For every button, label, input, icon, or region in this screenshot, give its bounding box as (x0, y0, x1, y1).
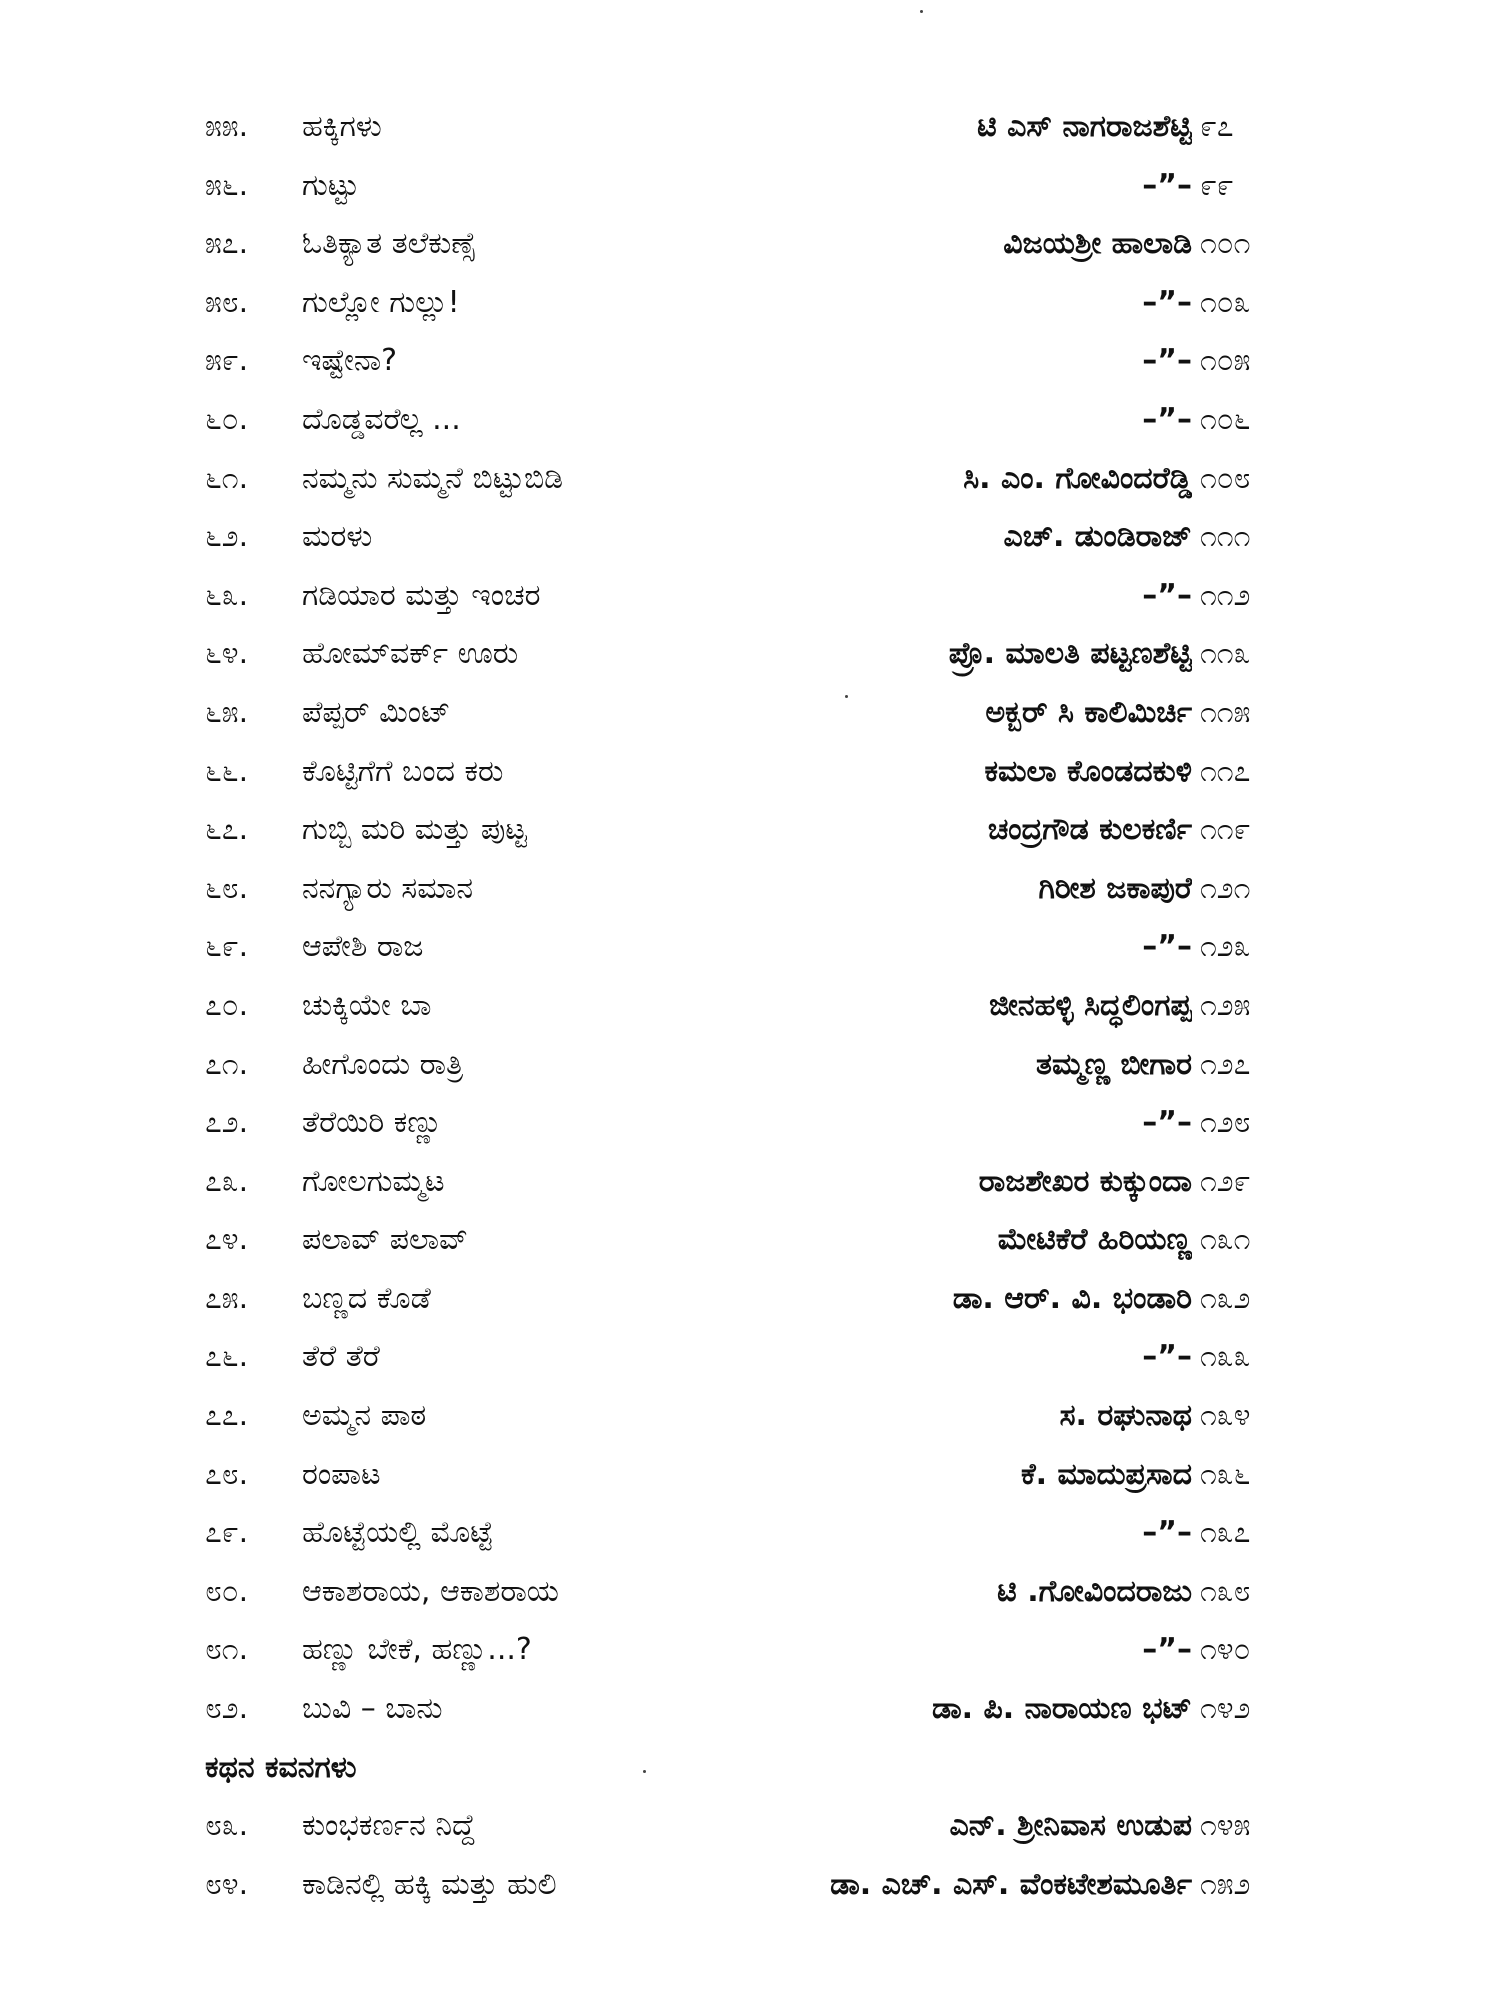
toc-entry (205, 1504, 1300, 1563)
entry-author: –”– (1142, 343, 1192, 379)
toc-entry (205, 1270, 1300, 1329)
entry-page-number: ೧೦೬ (1200, 401, 1251, 437)
entry-author: ಟಿ .ಗೋವಿಂದರಾಜು (997, 1573, 1192, 1609)
entry-title: ಓತಿಕ್ಯಾತ ತಲೆಕುಣ್ಸೆ (302, 226, 477, 262)
toc-entry (205, 215, 1300, 274)
entry-number: ೭೬. (205, 1339, 249, 1375)
entry-title: ಹಕ್ಕಿಗಳು (302, 109, 382, 144)
entry-title: ತೆರೆಯಿರಿ ಕಣ್ಣು (302, 1105, 443, 1141)
entry-author: –”– (1142, 577, 1192, 613)
entry-number: ೫೫. (205, 109, 249, 144)
entry-author: ಅಕ್ಬರ್ ಸಿ ಕಾಲಿಮಿರ್ಚಿ (985, 694, 1192, 730)
entry-page-number: ೧೧೨ (1200, 577, 1251, 613)
entry-title: ಹಣ್ಣು ಬೇಕೆ, ಹಣ್ಣು...? (302, 1632, 532, 1668)
entry-page-number: ೧೧೯ (1200, 812, 1251, 848)
entry-title: ಆಕಾಶರಾಯ, ಆಕಾಶರಾಯ (302, 1573, 559, 1609)
entry-author: ಜೀನಹಳ್ಳಿ ಸಿದ್ಧಲಿಂಗಪ್ಪ (989, 987, 1192, 1023)
entry-author: ಸ. ರಘುನಾಥ (1059, 1398, 1192, 1434)
entry-author: ವಿಜಯಶ್ರೀ ಹಾಲಾಡಿ (1003, 226, 1192, 262)
entry-title: ಗುಟ್ಟು (302, 167, 360, 203)
toc-entry (205, 1387, 1300, 1446)
toc-entry (205, 508, 1300, 567)
entry-title: ಅಮ್ಮನ ಪಾಠ (302, 1398, 427, 1434)
entry-author: ಪ್ರೊ. ಮಾಲತಿ ಪಟ್ಟಣಶೆಟ್ಟಿ (948, 636, 1192, 672)
entry-title: ತೆರೆ ತೆರೆ (302, 1339, 380, 1375)
entry-number: ೭೩. (205, 1163, 249, 1199)
entry-author: ರಾಜಶೇಖರ ಕುಕ್ಕುಂದಾ (978, 1163, 1192, 1199)
entry-number: ೬೩. (205, 577, 249, 613)
entry-page-number: ೧೩೩ (1200, 1339, 1251, 1375)
entry-title: ರಂಪಾಟ (302, 1456, 381, 1492)
entry-title: ಆಪೇಶಿ ರಾಜ (302, 929, 424, 965)
entry-number: ೮೩. (205, 1808, 249, 1844)
entry-page-number: ೧೩೧ (1200, 1222, 1251, 1258)
entry-title: ಬುವಿ – ಬಾನು (302, 1691, 443, 1727)
entry-number: ೫೭. (205, 226, 249, 262)
entry-title: ಮರಳು (302, 519, 373, 555)
toc-entry (205, 98, 1300, 157)
toc-entry (205, 977, 1300, 1036)
entry-author: ಚಂದ್ರಗೌಡ ಕುಲಕರ್ಣಿ (987, 812, 1192, 848)
entry-title: ಹೊಟ್ಟೆಯಲ್ಲಿ ಮೊಟ್ಟೆ (302, 1515, 494, 1551)
toc-entry (205, 1680, 1300, 1739)
entry-author: ಕಮಲಾ ಕೊಂಡದಕುಳಿ (984, 753, 1192, 789)
table-of-contents (205, 98, 1300, 1914)
entry-title: ನನಗ್ಯಾರು ಸಮಾನ (302, 870, 473, 906)
entry-number: ೭೦. (205, 987, 249, 1023)
entry-title: ಬಣ್ಣದ ಕೊಡೆ (302, 1280, 431, 1316)
section-heading: ಕಥನ ಕವನಗಳು (205, 1749, 357, 1785)
entry-author: ಗಿರೀಶ ಜಕಾಪುರೆ (1038, 870, 1192, 906)
entry-page-number: ೧೧೫ (1200, 694, 1251, 730)
toc-entry (205, 1036, 1300, 1095)
entry-author: –”– (1142, 284, 1192, 320)
toc-entry (205, 567, 1300, 626)
entry-page-number: ೧೦೫ (1200, 343, 1251, 379)
entry-page-number: ೧೫೨ (1200, 1866, 1251, 1902)
entry-title: ಕಾಡಿನಲ್ಲಿ ಹಕ್ಕಿ ಮತ್ತು ಹುಲಿ (302, 1866, 557, 1902)
entry-page-number: ೧೩೨ (1200, 1280, 1251, 1316)
entry-page-number: ೧೩೪ (1200, 1398, 1251, 1434)
entry-author: ಟಿ ಎಸ್ ನಾಗರಾಜಶೆಟ್ಟಿ (977, 109, 1192, 144)
entry-number: ೭೧. (205, 1046, 249, 1082)
entry-title: ಗುಬ್ಬಿ ಮರಿ ಮತ್ತು ಪುಟ್ಟ (302, 812, 528, 848)
entry-number: ೬೨. (205, 519, 249, 555)
entry-number: ೬೧. (205, 460, 249, 496)
entry-title: ಇಷ್ಟೇನಾ? (302, 343, 398, 379)
entry-number: ೬೬. (205, 753, 249, 789)
entry-page-number: ೯೯ (1200, 167, 1234, 203)
entry-number: ೬೫. (205, 694, 249, 730)
entry-page-number: ೧೨೫ (1200, 987, 1251, 1023)
entry-author: ಡಾ. ಎಚ್. ಎಸ್. ವೆಂಕಟೇಶಮೂರ್ತಿ (830, 1866, 1192, 1902)
entry-number: ೫೯. (205, 343, 249, 379)
toc-entry (205, 274, 1300, 333)
entry-author: ಸಿ. ಎಂ. ಗೋವಿಂದರೆಡ್ಡಿ (963, 460, 1192, 496)
entry-page-number: ೧೪೦ (1200, 1632, 1251, 1668)
entry-number: ೬೪. (205, 636, 249, 672)
entry-page-number: ೧೦೧ (1200, 226, 1251, 262)
entry-page-number: ೧೩೬ (1200, 1456, 1251, 1492)
entry-number: ೮೪. (205, 1866, 249, 1902)
entry-author: –”– (1142, 1105, 1192, 1141)
entry-title: ಹೀಗೊಂದು ರಾತ್ರಿ (302, 1046, 464, 1082)
toc-entry (205, 684, 1300, 743)
entry-title: ಕೊಟ್ಟಿಗೆಗೆ ಬಂದ ಕರು (302, 753, 504, 789)
entry-title: ಕುಂಭಕರ್ಣನ ನಿದ್ದೆ (302, 1808, 476, 1844)
toc-entry (205, 1328, 1300, 1387)
entry-title: ಪೆಪ್ಪರ್ ಮಿಂಟ್ (302, 694, 451, 730)
entry-number: ೭೮. (205, 1456, 249, 1492)
toc-entry (205, 743, 1300, 802)
toc-entry (205, 450, 1300, 509)
entry-page-number: ೧೨೩ (1200, 929, 1251, 965)
entry-number: ೬೭. (205, 812, 249, 848)
toc-entry (205, 1094, 1300, 1153)
entry-number: ೮೧. (205, 1632, 249, 1668)
entry-number: ೮೨. (205, 1691, 249, 1727)
entry-number: ೭೫. (205, 1280, 249, 1316)
entry-page-number: ೯೭ (1200, 109, 1234, 144)
entry-number: ೬೮. (205, 870, 249, 906)
entry-title: ಚುಕ್ಕಿಯೇ ಬಾ (302, 987, 432, 1023)
toc-entry (205, 1797, 1300, 1856)
toc-entry (205, 625, 1300, 684)
entry-page-number: ೧೪೫ (1200, 1808, 1251, 1844)
entry-page-number: ೧೦೩ (1200, 284, 1251, 320)
entry-author: ಮೇಟಿಕೆರೆ ಹಿರಿಯಣ್ಣ (997, 1222, 1192, 1258)
entry-number: ೫೮. (205, 284, 249, 320)
entry-number: ೭೯. (205, 1515, 249, 1551)
entry-title: ಹೋಮ್‌ವರ್ಕ್ ಊರು (302, 636, 519, 672)
toc-entry (205, 1211, 1300, 1270)
toc-entry (205, 1563, 1300, 1622)
toc-entries-part2 (205, 1797, 1300, 1914)
entry-author: ಡಾ. ಆರ್. ವಿ. ಭಂಡಾರಿ (952, 1280, 1192, 1316)
entry-page-number: ೧೩೭ (1200, 1515, 1251, 1551)
entry-author: –”– (1142, 1632, 1192, 1668)
toc-entry (205, 1621, 1300, 1680)
entry-author: –”– (1142, 929, 1192, 965)
entry-title: ಗುಲ್ಲೋ ಗುಲ್ಲು! (302, 284, 460, 320)
entry-page-number: ೧೨೭ (1200, 1046, 1251, 1082)
entry-page-number: ೧೪೨ (1200, 1691, 1251, 1727)
entry-number: ೬೦. (205, 401, 249, 437)
entry-author: –”– (1142, 1515, 1192, 1551)
entry-page-number: ೧೨೮ (1200, 1105, 1251, 1141)
entry-page-number: ೧೧೩ (1200, 636, 1251, 672)
entry-author: ಕೆ. ಮಾದುಪ್ರಸಾದ (1020, 1456, 1192, 1492)
toc-entry (205, 1856, 1300, 1915)
entry-title: ನಮ್ಮನು ಸುಮ್ಮನೆ ಬಿಟ್ಟುಬಿಡಿ (302, 460, 564, 496)
entry-author: –”– (1142, 401, 1192, 437)
entry-author: –”– (1142, 167, 1192, 203)
toc-entry (205, 332, 1300, 391)
entry-author: –”– (1142, 1339, 1192, 1375)
print-speck (920, 10, 923, 13)
entry-page-number: ೧೩೮ (1200, 1573, 1251, 1609)
entry-page-number: ೧೧೧ (1200, 519, 1251, 555)
entry-page-number: ೧೧೭ (1200, 753, 1251, 789)
toc-entries-part1 (205, 98, 1300, 1739)
entry-page-number: ೧೨೧ (1200, 870, 1251, 906)
toc-entry (205, 157, 1300, 216)
entry-number: ೮೦. (205, 1573, 249, 1609)
entry-title: ದೊಡ್ಡವರೆಲ್ಲ ... (302, 401, 461, 437)
entry-page-number: ೧೦೮ (1200, 460, 1251, 496)
toc-entry (205, 918, 1300, 977)
entry-number: ೬೯. (205, 929, 249, 965)
entry-number: ೫೬. (205, 167, 249, 203)
toc-entry (205, 1153, 1300, 1212)
toc-entry (205, 860, 1300, 919)
entry-author: ಎಚ್. ಡುಂಡಿರಾಜ್ (1003, 519, 1192, 555)
toc-entry (205, 801, 1300, 860)
entry-number: ೭೨. (205, 1105, 249, 1141)
toc-entry (205, 391, 1300, 450)
entry-page-number: ೧೨೯ (1200, 1163, 1251, 1199)
entry-author: ತಮ್ಮಣ್ಣ ಬೀಗಾರ (1036, 1046, 1192, 1082)
toc-entry (205, 1446, 1300, 1505)
entry-title: ಗೋಲಗುಮ್ಮಟ (302, 1163, 445, 1199)
entry-author: ಡಾ. ಪಿ. ನಾರಾಯಣ ಭಟ್ (931, 1691, 1192, 1727)
entry-title: ಗಡಿಯಾರ ಮತ್ತು ಇಂಚರ (302, 577, 541, 613)
entry-author: ಎನ್. ಶ್ರೀನಿವಾಸ ಉಡುಪ (949, 1808, 1192, 1844)
entry-title: ಪಲಾವ್ ಪಲಾವ್ (302, 1222, 469, 1258)
entry-number: ೭೪. (205, 1222, 249, 1258)
entry-number: ೭೭. (205, 1398, 249, 1434)
